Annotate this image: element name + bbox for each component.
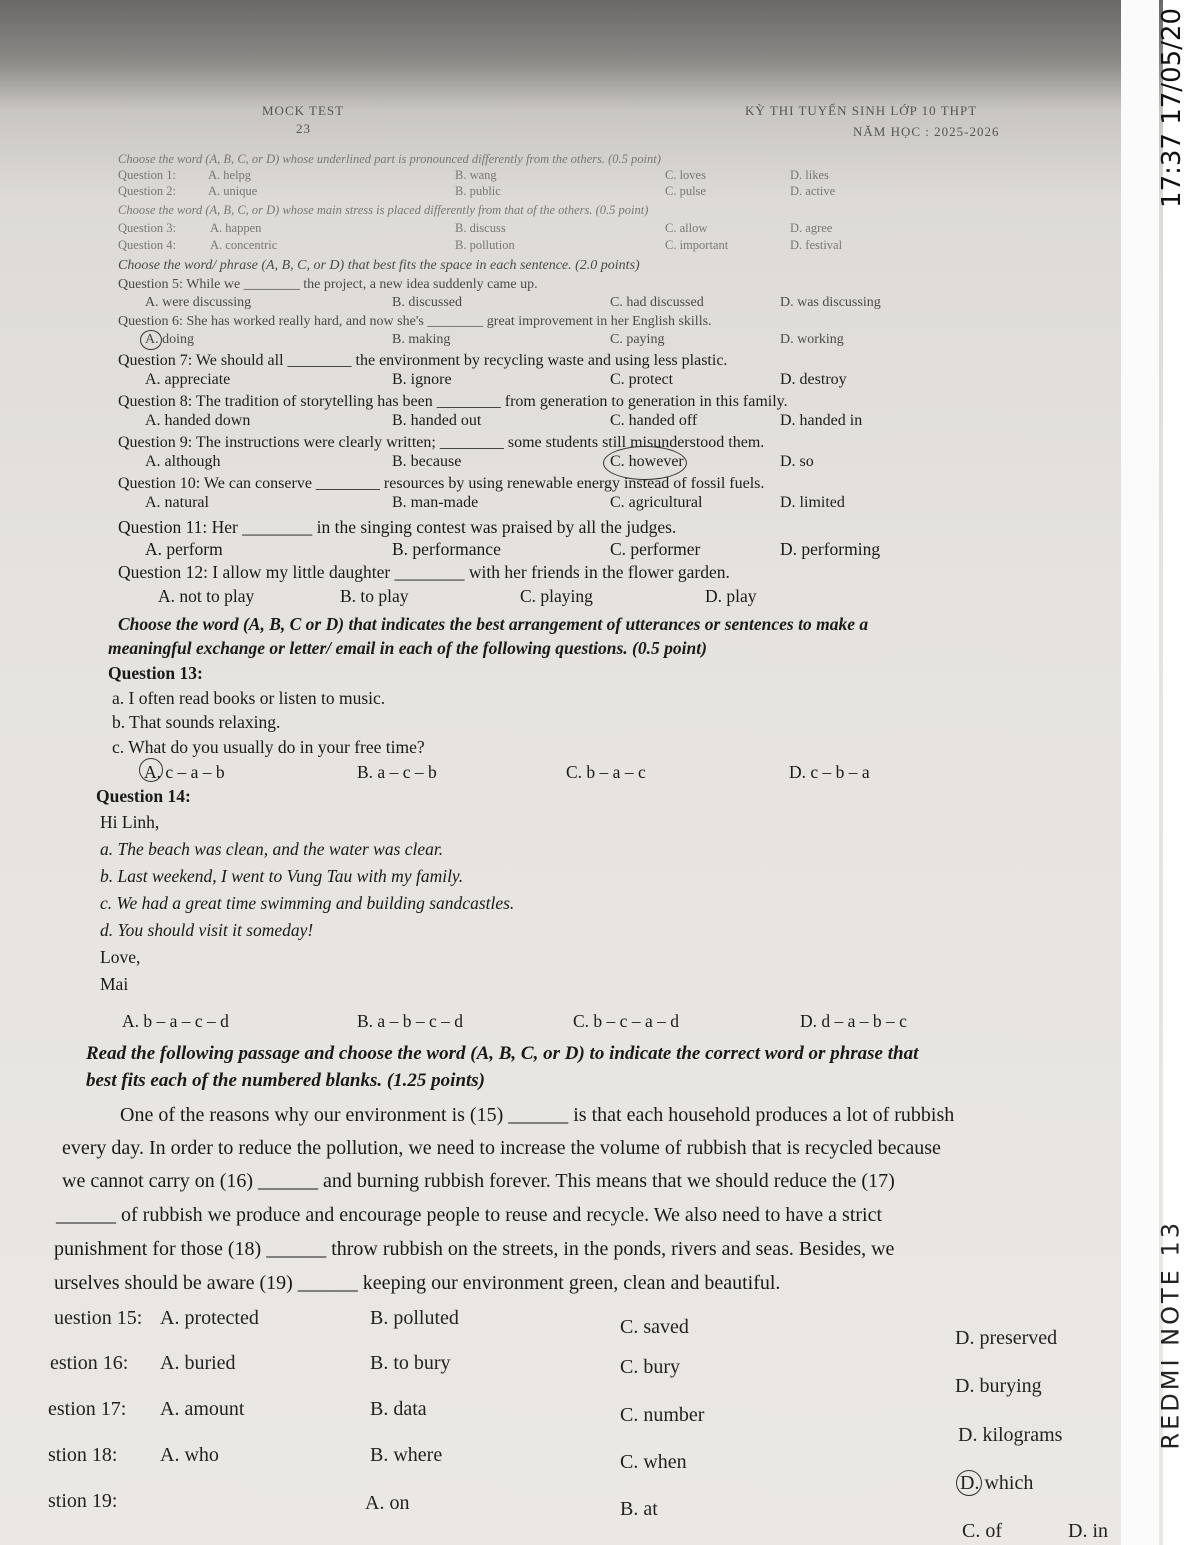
- q11-option-c: C. performer: [610, 539, 701, 559]
- q11-stem: Question 11: Her ________ in the singing contest was praised by all the judges.: [118, 517, 677, 537]
- q19-option-a: A. on: [365, 1492, 410, 1514]
- answer-circle-q18: [956, 1470, 982, 1496]
- q8-option-b: B. handed out: [392, 412, 482, 429]
- q13-option-c: C. b – a – c: [566, 762, 646, 782]
- q6-option-b: B. making: [392, 332, 451, 347]
- q3-label: Question 3:: [118, 221, 176, 235]
- section4-instruction-line1: Choose the word (A, B, C or D) that indicates the best arrangement of utterances or sentences to make a: [118, 614, 869, 634]
- q19-option-d: D. in: [1068, 1520, 1108, 1542]
- q17-option-d: D. kilograms: [958, 1424, 1063, 1446]
- q10-option-c: C. agricultural: [610, 494, 703, 511]
- school-year: NĂM HỌC : 2025-2026: [853, 124, 1000, 139]
- q1-label: Question 1:: [118, 168, 176, 182]
- q2-option-a: A. unique: [208, 184, 258, 198]
- q7-stem: Question 7: We should all ________ the environment by recycling waste and using less plastic.: [118, 352, 728, 369]
- watermark-brand: REDMI NOTE 13: [1157, 1220, 1185, 1450]
- q13-line-b: b. That sounds relaxing.: [112, 712, 281, 732]
- q7-option-c: C. protect: [610, 371, 674, 388]
- q11-option-d: D. performing: [780, 539, 881, 559]
- mock-test-number: 23: [296, 121, 311, 136]
- q2-label: Question 2:: [118, 184, 176, 198]
- passage-line-5: punishment for those (18) ______ throw rubbish on the streets, in the ponds, rivers and seas. Besides, we: [54, 1238, 895, 1260]
- q7-option-b: B. ignore: [392, 371, 452, 388]
- q14-greeting: Hi Linh,: [100, 812, 160, 832]
- passage-line-6: urselves should be aware (19) ______ keeping our environment green, clean and beautiful.: [54, 1272, 781, 1294]
- q17-option-a: A. amount: [160, 1398, 245, 1420]
- q9-stem: Question 9: The instructions were clearly written; ________ some students still misunderstood them.: [118, 434, 765, 451]
- q5-option-c: C. had discussed: [610, 295, 704, 310]
- section2-instruction: Choose the word (A, B, C, or D) whose main stress is placed differently from that of the others. (0.5 point): [118, 203, 649, 217]
- q13-label: Question 13:: [108, 663, 203, 683]
- q4-label: Question 4:: [118, 238, 176, 252]
- section5-instruction-line1: Read the following passage and choose the word (A, B, C, or D) to indicate the correct word or phrase that: [86, 1043, 919, 1064]
- q15-option-a: A. protected: [160, 1307, 259, 1329]
- q15-option-d: D. preserved: [955, 1327, 1058, 1349]
- q11-option-a: A. perform: [145, 539, 223, 559]
- q3-option-a: A. happen: [210, 221, 262, 235]
- q17-option-c: C. number: [620, 1404, 705, 1426]
- q1-option-a: A. helpg: [208, 168, 252, 182]
- answer-circle-q13: [139, 758, 163, 782]
- q12-stem: Question 12: I allow my little daughter ________ with her friends in the flower garden.: [118, 562, 730, 582]
- q16-label: estion 16:: [50, 1352, 129, 1374]
- q12-option-d: D. play: [705, 586, 757, 606]
- q8-option-d: D. handed in: [780, 412, 863, 429]
- q6-option-a: A. doing: [145, 332, 194, 347]
- q14-option-c: C. b – c – a – d: [573, 1011, 679, 1031]
- q19-option-b: B. at: [620, 1498, 658, 1520]
- q18-option-d: D. which: [960, 1472, 1034, 1494]
- passage-line-4: ______ of rubbish we produce and encourage people to reuse and recycle. We also need to have a strict: [56, 1204, 883, 1226]
- section3-instruction: Choose the word/ phrase (A, B, C, or D) that best fits the space in each sentence. (2.0 points): [118, 258, 640, 273]
- mock-test-title: MOCK TEST: [262, 103, 345, 118]
- q12-option-a: A. not to play: [158, 586, 255, 606]
- q14-option-a: A. b – a – c – d: [122, 1011, 229, 1031]
- q12-option-c: C. playing: [520, 586, 593, 606]
- q5-option-d: D. was discussing: [780, 295, 881, 310]
- q19-option-c: C. of: [962, 1520, 1002, 1542]
- q4-option-a: A. concentric: [210, 238, 278, 252]
- q16-option-c: C. bury: [620, 1356, 680, 1378]
- q9-option-a: A. although: [145, 453, 221, 470]
- q14-line-d: d. You should visit it someday!: [100, 920, 314, 940]
- q14-option-b: B. a – b – c – d: [357, 1011, 463, 1031]
- q13-line-c: c. What do you usually do in your free time?: [112, 737, 425, 757]
- q5-option-b: B. discussed: [392, 295, 462, 310]
- passage-line-2: every day. In order to reduce the pollution, we need to increase the volume of rubbish that is recycled because: [62, 1137, 941, 1159]
- q14-name: Mai: [100, 974, 129, 994]
- q7-option-d: D. destroy: [780, 371, 847, 388]
- q18-option-c: C. when: [620, 1451, 687, 1473]
- q12-option-b: B. to play: [340, 586, 409, 606]
- q14-line-b: b. Last weekend, I went to Vung Tau with my family.: [100, 866, 464, 886]
- camera-watermark-strip: [1121, 0, 1187, 1545]
- q16-option-d: D. burying: [955, 1375, 1042, 1397]
- q1-option-d: D. likes: [790, 168, 829, 182]
- section1-instruction: Choose the word (A, B, C, or D) whose underlined part is pronounced differently from the others. (0.5 point): [118, 152, 661, 166]
- q14-label: Question 14:: [96, 786, 191, 806]
- q15-option-c: C. saved: [620, 1316, 689, 1338]
- q18-label: stion 18:: [48, 1444, 118, 1466]
- q6-option-d: D. working: [780, 332, 844, 347]
- q8-option-a: A. handed down: [145, 412, 251, 429]
- q10-option-b: B. man-made: [392, 494, 479, 511]
- q14-love: Love,: [100, 947, 141, 967]
- q9-option-c: C. however: [610, 453, 684, 470]
- q16-option-a: A. buried: [160, 1352, 236, 1374]
- q9-option-d: D. so: [780, 453, 814, 470]
- q13-option-b: B. a – c – b: [357, 762, 437, 782]
- q10-option-a: A. natural: [145, 494, 209, 511]
- passage-line-1: One of the reasons why our environment is (15) ______ is that each household produces a lot of rubbish: [120, 1104, 955, 1126]
- q13-option-a: A. c – a – b: [144, 762, 225, 782]
- q13-line-a: a. I often read books or listen to music.: [112, 688, 386, 708]
- q14-line-c: c. We had a great time swimming and building sandcastles.: [100, 893, 515, 913]
- q11-option-b: B. performance: [392, 539, 501, 559]
- q15-option-b: B. polluted: [370, 1307, 459, 1329]
- q3-option-d: D. agree: [790, 221, 833, 235]
- q10-stem: Question 10: We can conserve ________ resources by using renewable energy instead of fossil fuels.: [118, 475, 765, 492]
- q18-option-b: B. where: [370, 1444, 443, 1466]
- q2-option-b: B. public: [455, 184, 501, 198]
- q6-option-c: C. paying: [610, 332, 665, 347]
- q9-option-b: B. because: [392, 453, 462, 470]
- q5-stem: Question 5: While we ________ the project, a new idea suddenly came up.: [118, 277, 538, 292]
- q5-option-a: A. were discussing: [145, 295, 252, 310]
- q3-option-c: C. allow: [665, 221, 708, 235]
- q4-option-b: B. pollution: [455, 238, 515, 252]
- q10-option-d: D. limited: [780, 494, 845, 511]
- q6-stem: Question 6: She has worked really hard, and now she's ________ great improvement in her English skills.: [118, 314, 712, 329]
- q4-option-c: C. important: [665, 238, 729, 252]
- exam-title: KỲ THI TUYỂN SINH LỚP 10 THPT: [745, 103, 978, 118]
- q2-option-c: C. pulse: [665, 184, 706, 198]
- q2-option-d: D. active: [790, 184, 836, 198]
- watermark-timestamp: 17:37 17/05/20: [1157, 8, 1187, 208]
- q8-option-c: C. handed off: [610, 412, 698, 429]
- section4-instruction-line2: meaningful exchange or letter/ email in each of the following questions. (0.5 point): [108, 638, 707, 658]
- q13-option-d: D. c – b – a: [789, 762, 870, 782]
- q16-option-b: B. to bury: [370, 1352, 451, 1374]
- q18-option-a: A. who: [160, 1444, 219, 1466]
- section5-instruction-line2: best fits each of the numbered blanks. (1.25 points): [86, 1070, 486, 1091]
- q17-option-b: B. data: [370, 1398, 427, 1420]
- q1-option-c: C. loves: [665, 168, 706, 182]
- q3-option-b: B. discuss: [455, 221, 506, 235]
- q4-option-d: D. festival: [790, 238, 843, 252]
- passage-line-3: we cannot carry on (16) ______ and burning rubbish forever. This means that we should reduce the (17): [62, 1170, 895, 1192]
- answer-circle-q6: [140, 330, 162, 350]
- q15-label: uestion 15:: [54, 1307, 143, 1329]
- q14-line-a: a. The beach was clean, and the water was clear.: [100, 839, 444, 859]
- q14-option-d: D. d – a – b – c: [800, 1011, 907, 1031]
- q7-option-a: A. appreciate: [145, 371, 231, 388]
- q19-label: stion 19:: [48, 1490, 118, 1512]
- q1-option-b: B. wang: [455, 168, 497, 182]
- q17-label: estion 17:: [48, 1398, 127, 1420]
- q8-stem: Question 8: The tradition of storytelling has been ________ from generation to generation in this family.: [118, 393, 788, 410]
